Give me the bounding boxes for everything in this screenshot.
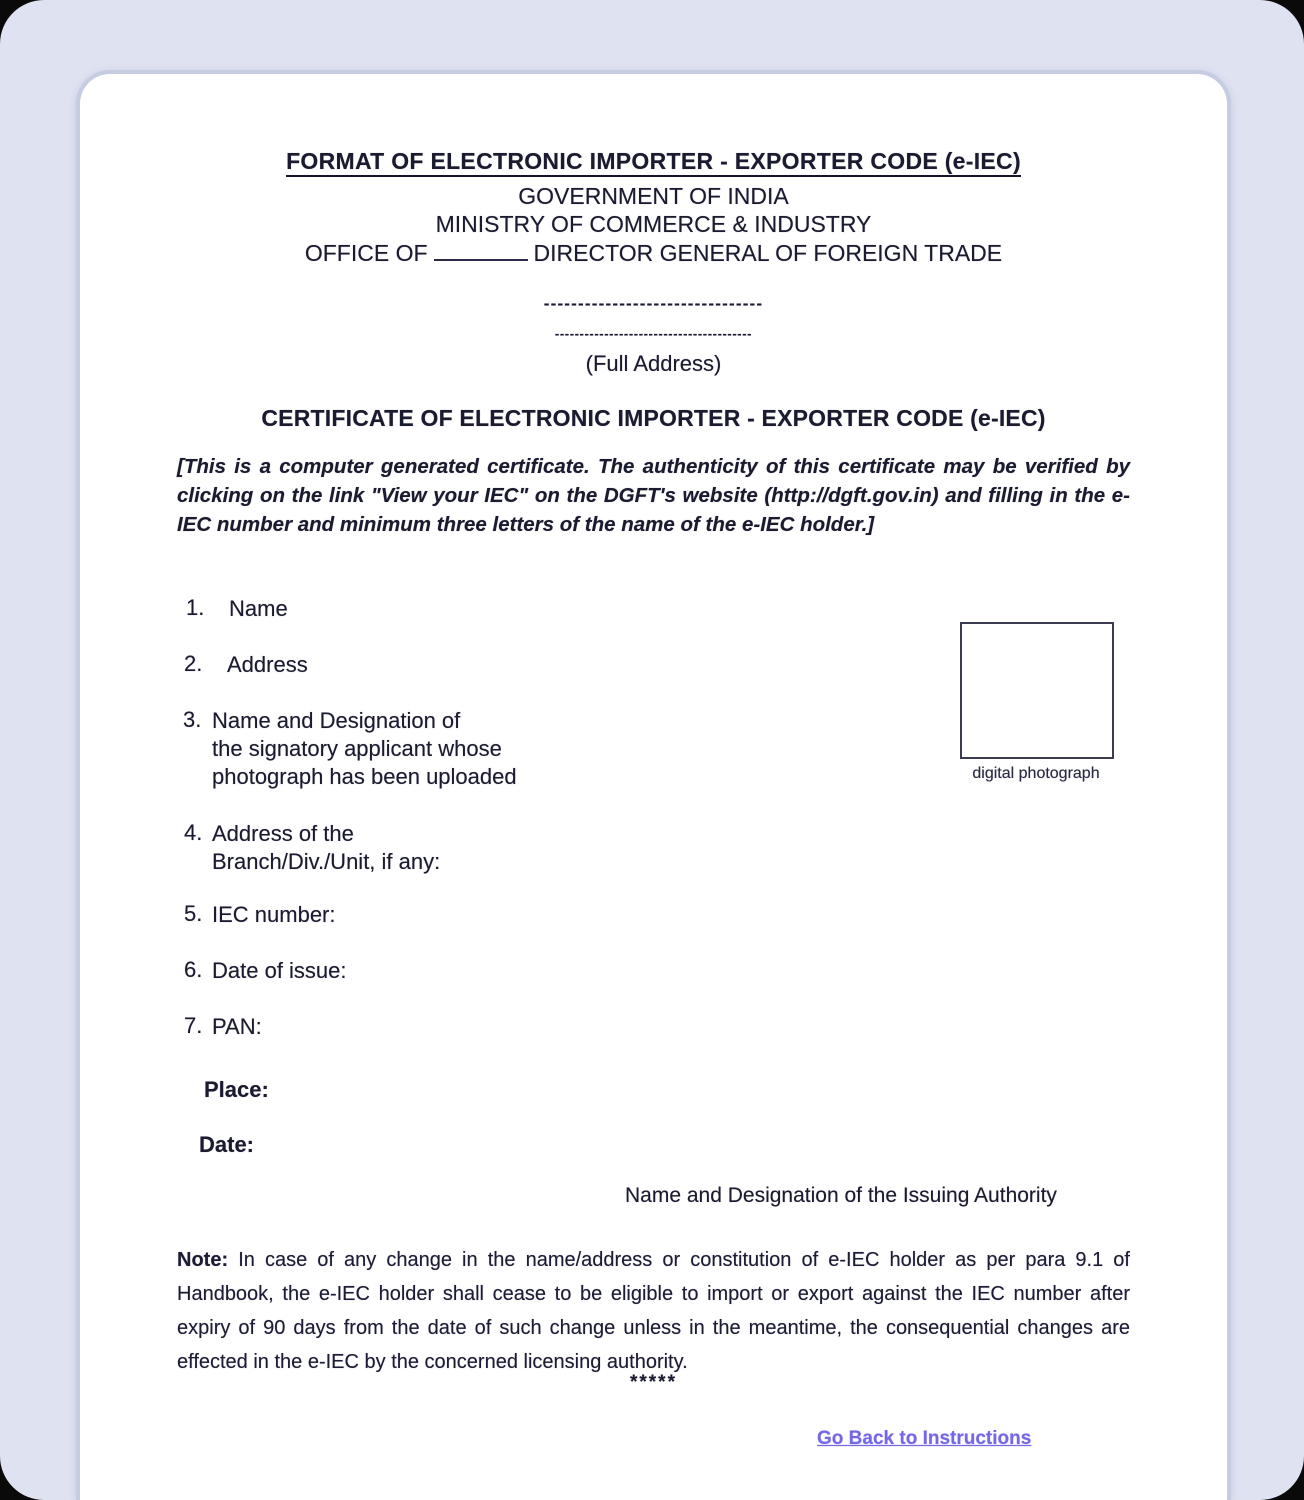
note-paragraph [177, 1243, 1130, 1379]
item-1-number: 1. [186, 595, 205, 620]
item-6-number: 6. [184, 957, 203, 982]
digital-photograph-box [960, 622, 1114, 759]
government-line: GOVERNMENT OF INDIA [518, 183, 789, 209]
item-5-number: 5. [184, 901, 203, 926]
office-prefix: OFFICE OF [304, 240, 428, 266]
item-6-label: Date of issue: [212, 958, 347, 983]
full-address-label: (Full Address) [585, 351, 722, 376]
date-label: Date: [199, 1132, 255, 1157]
item-5-label: IEC number: [212, 902, 336, 927]
digital-photograph-caption: digital photograph [972, 765, 1100, 782]
ministry-line: MINISTRY OF COMMERCE & INDUSTRY [435, 211, 872, 237]
dashed-line-2: ---------------------------------------- [554, 326, 753, 341]
stars-separator: ***** [630, 1372, 677, 1393]
office-blank-underline [434, 239, 528, 261]
item-2-number: 2. [184, 651, 203, 676]
item-3-label: Name and Designation of the signatory applicant whose photograph has been uploaded [212, 708, 517, 789]
dashed-line-1: -------------------------------- [543, 294, 764, 313]
office-line [76, 239, 1231, 267]
item-1-label: Name [229, 596, 288, 621]
item-4-label: Address of the Branch/Div./Unit, if any: [212, 821, 441, 874]
item-4-number: 4. [184, 820, 203, 845]
item-7-number: 7. [184, 1013, 203, 1038]
document-title: FORMAT OF ELECTRONIC IMPORTER - EXPORTER CODE (e-IEC) [76, 148, 1231, 175]
item-3-number: 3. [183, 707, 202, 732]
note-text: In case of any change in the name/address or constitution of e-IEC holder as per para 9.1 of Handbook, the e-IEC holder shall cease to be eligible to import or export against the IEC number after expiry of 90 days from the date of such change unless in the meantime, the consequential changes are effected in the e-IEC by the concerned licensing authority. [177, 1249, 1130, 1373]
place-label: Place: [204, 1077, 269, 1102]
office-suffix: DIRECTOR GENERAL OF FOREIGN TRADE [533, 240, 1003, 266]
item-7-label: PAN: [212, 1014, 262, 1039]
note-label: Note: [177, 1249, 229, 1271]
authenticity-notice: [This is a computer generated certificate. The authenticity of this certificate may be verified by clicking on the link "View your IEC" on the DGFT's website (http://dgft.gov.in) and filling in the e-IEC number and minimum three letters of the name of the e-IEC holder.] [177, 455, 1130, 536]
go-back-to-instructions-link[interactable]: Go Back to Instructions [817, 1428, 1032, 1449]
certificate-title: CERTIFICATE OF ELECTRONIC IMPORTER - EXPORTER CODE (e-IEC) [261, 405, 1046, 431]
item-2-label: Address [227, 652, 308, 677]
issuing-authority-line: Name and Designation of the Issuing Authority [625, 1184, 1057, 1207]
